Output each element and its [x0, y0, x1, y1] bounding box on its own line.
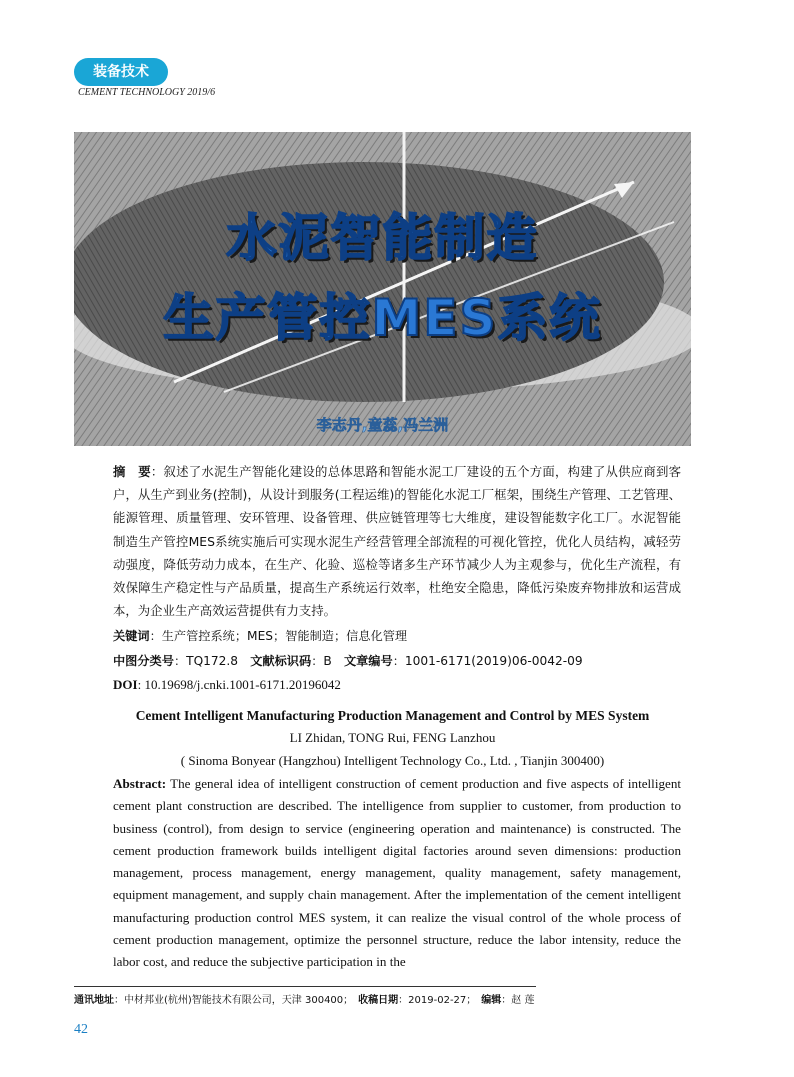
- footnote: 通讯地址：中材邦业(杭州)智能技术有限公司，天津 300400； 收稿日期：2019-02-27； 编辑：赵 莲: [74, 995, 535, 1006]
- doi-label: DOI: [113, 677, 138, 692]
- banner-title-line-2: 生产管控MES系统: [163, 289, 602, 347]
- clc-value: TQ172.8: [186, 654, 239, 668]
- editor-value: 赵 莲: [511, 995, 535, 1006]
- keywords-label: 关键词: [113, 629, 150, 643]
- address-label: 通讯地址: [74, 995, 114, 1006]
- english-abstract-text: The general idea of intelligent construction of cement production and five aspects of intelligent cement plant construction are described. The intelligence from supplier to customer, from production to business (control), from design to service (engineering operation and maintenance) is constructed. The cement production framework builds intelligent digital factories around seven dimensions: production management, process management, energy management, quality management, safety management, equipment management, and supply chain management. After the implementation of the cement intelligent manufacturing production control MES system, it can realize the visual control of the whole process of cement production management, optimize the personnel structure, reduce the labor intensity, reduce the labor cost, and reduce the subjective participation in the: [113, 776, 681, 970]
- footnote-rule: [74, 986, 536, 987]
- chinese-abstract: 摘 要：叙述了水泥生产智能化建设的总体思路和智能水泥工厂建设的五个方面，构建了从供应商到客户，从生产到业务(控制)，从设计到服务(工程运维)的智能化水泥工厂框架，围绕生产管理、工艺管理、能源管理、质量管理、安环管理、设备管理、供应链管理等七大维度，建设智能数字化工厂。水泥智能制造生产管控MES系统实施后可实现水泥生产经营管理全部流程的可视化管控，优化人员结构，减轻劳动强度，降低劳动力成本，在生产、化验、巡检等诸多生产环节减少人为主观参与，优化生产流程，有效保障生产稳定性与产品质量，提高生产系统运行效率，杜绝安全隐患，降低污染废弃物排放和运营成本，为企业生产高效运营提供有力支持。: [113, 464, 682, 619]
- english-title: Cement Intelligent Manufacturing Production Management and Control by MES System: [135, 708, 650, 723]
- classification-line: 中图分类号：TQ172.8 文献标识码：B 文章编号：1001-6171(2019)06-0042-09: [113, 654, 583, 668]
- section-badge: 装备技术: [74, 58, 168, 86]
- english-affiliation: ( Sinoma Bonyear (Hangzhou) Intelligent Technology Co., Ltd. , Tianjin 300400): [180, 753, 605, 768]
- editor-label: 编辑: [481, 995, 502, 1006]
- keywords-line: 关键词：生产管控系统；MES；智能制造；信息化管理: [113, 629, 408, 643]
- article-number-value: 1001-6171(2019)06-0042-09: [404, 654, 583, 668]
- english-abstract: Abstract: The general idea of intelligent construction of cement production and five aspects of intelligent cement plant construction are described. The intelligence from supplier to customer, from production to business (control), from design to service (engineering operation and maintenance) is constructed. The cement production framework builds intelligent digital factories around seven dimensions: production management, process management, energy management, quality management, safety management, equipment management, and supply chain management. After the implementation of the cement intelligent manufacturing production control MES system, it can realize the visual control of the whole process of cement production management, optimize the personnel structure, reduce the labor intensity, reduce the labor cost, and reduce the subjective participation in the: [113, 776, 681, 970]
- received-value: 2019-02-27；: [408, 995, 472, 1006]
- page-number: 42: [74, 1022, 88, 1037]
- doi-line: DOI: 10.19698/j.cnki.1001-6171.20196042: [113, 677, 341, 692]
- doc-code-value: B: [323, 654, 332, 668]
- received-label: 收稿日期: [358, 995, 399, 1006]
- english-authors: LI Zhidan, TONG Rui, FENG Lanzhou: [289, 730, 496, 745]
- doi-value: 10.19698/j.cnki.1001-6171.20196042: [144, 677, 341, 692]
- doc-code-label: 文献标识码: [250, 654, 312, 668]
- english-abstract-label: Abstract: [113, 776, 162, 791]
- banner-authors: 李志丹,童蕊,冯兰洲: [316, 416, 449, 434]
- article-number-label: 文章编号: [343, 654, 393, 668]
- journal-name: CEMENT TECHNOLOGY 2019/6: [78, 87, 216, 98]
- title-banner: [74, 132, 691, 446]
- clc-label: 中图分类号: [113, 654, 174, 668]
- abstract-label: 摘 要: [113, 464, 151, 479]
- keywords-text: 生产管控系统；MES；智能制造；信息化管理: [161, 629, 408, 643]
- banner-title-line-1: 水泥智能制造: [226, 209, 539, 267]
- address-value: 中材邦业(杭州)智能技术有限公司，天津 300400；: [124, 995, 349, 1006]
- abstract-text: 叙述了水泥生产智能化建设的总体思路和智能水泥工厂建设的五个方面，构建了从供应商到客户，从生产到业务(控制)，从设计到服务(工程运维)的智能化水泥工厂框架，围绕生产管理、工艺管理、能源管理、质量管理、安环管理、设备管理、供应链管理等七大维度，建设智能数字化工厂。水泥智能制造生产管控MES系统实施后可实现水泥生产经营管理全部流程的可视化管控，优化人员结构，减轻劳动强度，降低劳动力成本，在生产、化验、巡检等诸多生产环节减少人为主观参与，优化生产流程，有效保障生产稳定性与产品质量，提高生产系统运行效率，杜绝安全隐患，降低污染废弃物排放和运营成本，为企业生产高效运营提供有力支持。: [113, 464, 682, 619]
